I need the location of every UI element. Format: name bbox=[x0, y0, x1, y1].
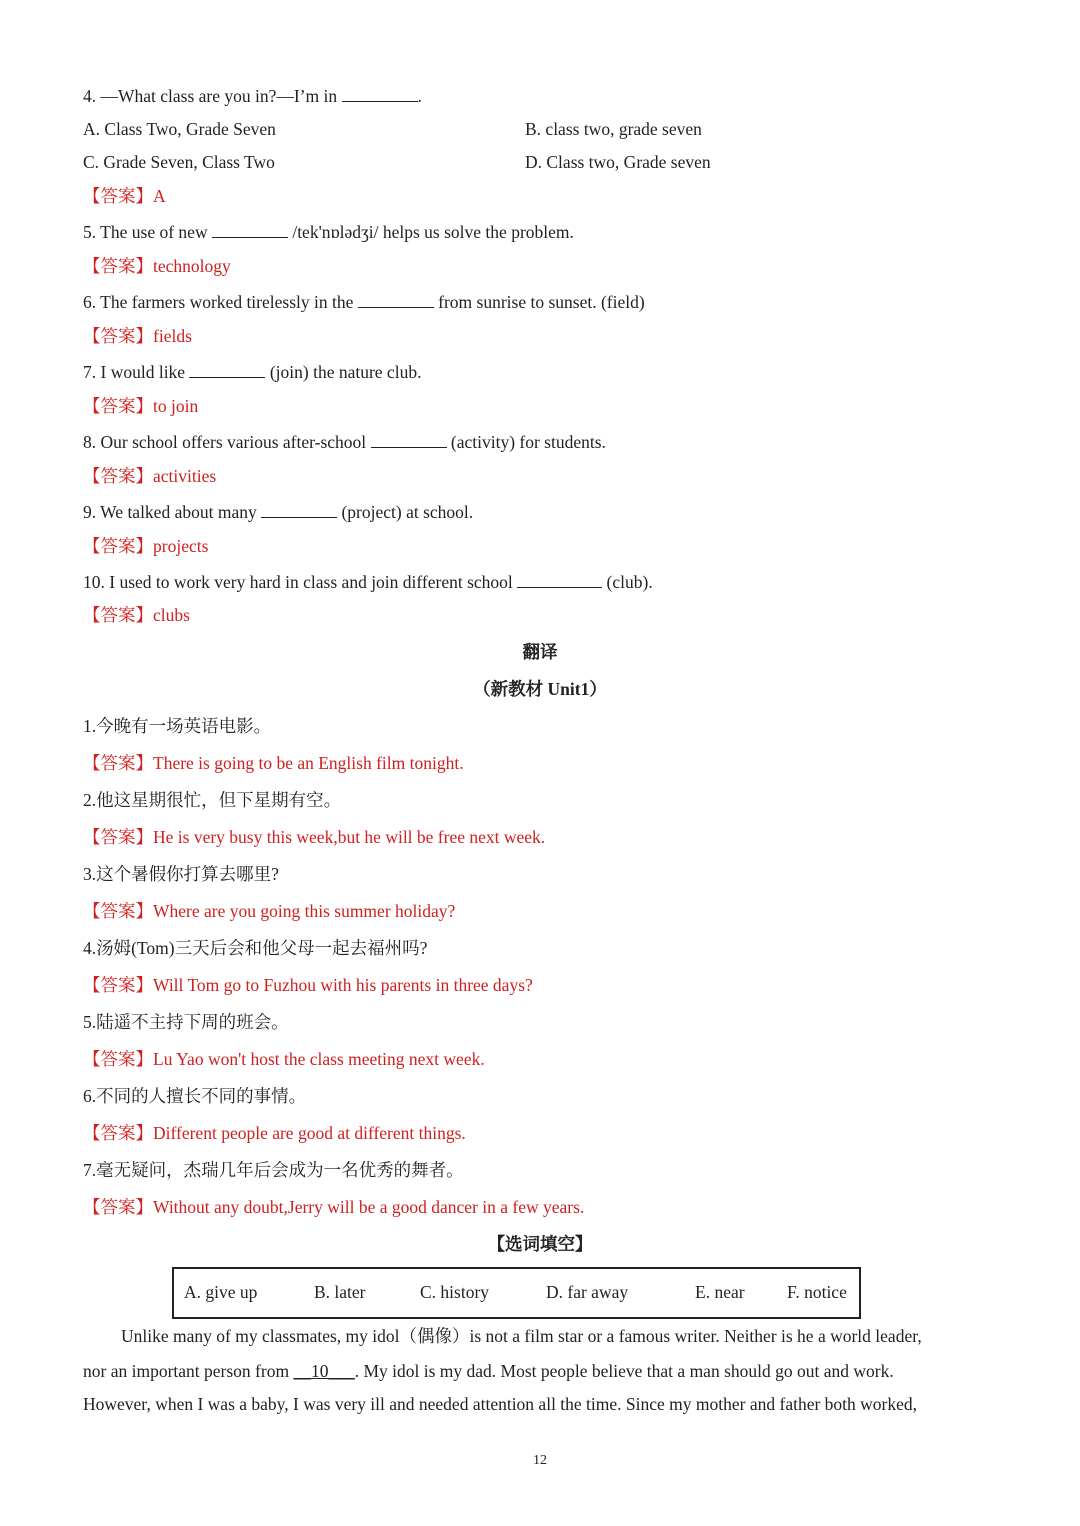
translation-a7: 【答案】Without any doubt,Jerry will be a good dancer in a few years. bbox=[83, 1197, 585, 1217]
q4-option-d: D. Class two, Grade seven bbox=[525, 152, 711, 172]
q9-stem-end: (project) at school. bbox=[341, 502, 474, 522]
translation-subheading-text: （新教材 Unit1） bbox=[473, 679, 607, 699]
translation-q1: 1.今晚有一场英语电影。 bbox=[83, 716, 272, 736]
q4-stem-text: 4. —What class are you in?—I’m in bbox=[83, 86, 338, 106]
q8-stem-end: (activity) for students. bbox=[450, 432, 606, 452]
translation-q7: 7.毫无疑问，杰瑞几年后会成为一名优秀的舞者。 bbox=[83, 1160, 464, 1180]
passage-blank-10: __10___ bbox=[293, 1361, 355, 1381]
translation-q3: 3.这个暑假你打算去哪里? bbox=[83, 864, 279, 884]
q9-answer: 【答案】projects bbox=[83, 536, 209, 556]
q7-blank bbox=[189, 361, 265, 378]
translation-heading: 翻译 bbox=[522, 642, 558, 662]
passage-line-1: Unlike many of my classmates, my idol（偶像）is not a film star or a famous writer. Neither is he a world leader, bbox=[121, 1326, 922, 1346]
q10-stem-end: (club). bbox=[606, 572, 653, 592]
translation-a6: 【答案】Different people are good at different things. bbox=[83, 1123, 466, 1143]
word-option-d: D. far away bbox=[546, 1282, 629, 1302]
translation-a2: 【答案】He is very busy this week,but he will be free next week. bbox=[83, 827, 546, 847]
q5-answer: 【答案】technology bbox=[83, 256, 231, 276]
q4-blank bbox=[342, 85, 418, 102]
q10-answer: 【答案】clubs bbox=[83, 605, 190, 625]
translation-q4: 4.汤姆(Tom)三天后会和他父母一起去福州吗? bbox=[83, 938, 428, 958]
q7-answer: 【答案】to join bbox=[83, 396, 199, 416]
translation-q2: 2.他这星期很忙，但下星期有空。 bbox=[83, 790, 342, 810]
translation-a3: 【答案】Where are you going this summer holiday? bbox=[83, 901, 456, 921]
q6-stem-end: from sunrise to sunset. (field) bbox=[438, 292, 645, 312]
passage-line-2-end: . My idol is my dad. Most people believe that a man should go out and work. bbox=[354, 1361, 894, 1381]
q6-answer: 【答案】fields bbox=[83, 326, 192, 346]
q10-stem-text: 10. I used to work very hard in class and join different school bbox=[83, 572, 513, 592]
question-7-stem bbox=[83, 361, 421, 383]
q8-stem-text: 8. Our school offers various after-school bbox=[83, 432, 367, 452]
q7-stem-text: 7. I would like bbox=[83, 362, 186, 382]
q6-stem-text: 6. The farmers worked tirelessly in the bbox=[83, 292, 354, 312]
word-bank-box bbox=[172, 1267, 861, 1319]
word-option-a: A. give up bbox=[184, 1282, 258, 1302]
translation-a5: 【答案】Lu Yao won't host the class meeting next week. bbox=[83, 1049, 485, 1069]
passage-line-2-start: nor an important person from bbox=[83, 1361, 294, 1381]
question-9-stem bbox=[83, 501, 473, 523]
translation-subheading bbox=[0, 678, 1080, 700]
word-choice-heading: 【选词填空】 bbox=[487, 1234, 593, 1254]
translation-q5: 5.陆遥不主持下周的班会。 bbox=[83, 1012, 289, 1032]
q10-blank bbox=[517, 571, 602, 588]
q8-blank bbox=[371, 431, 447, 448]
q9-blank bbox=[261, 501, 337, 518]
question-5-stem bbox=[83, 221, 574, 243]
translation-a4: 【答案】Will Tom go to Fuzhou with his parents in three days? bbox=[83, 975, 533, 995]
q5-stem-end: /tek'nɒlədʒi/ helps us solve the problem. bbox=[292, 222, 574, 242]
word-option-b: B. later bbox=[314, 1282, 366, 1302]
q7-stem-end: (join) the nature club. bbox=[269, 362, 422, 382]
q5-stem-text: 5. The use of new bbox=[83, 222, 208, 242]
question-4-stem bbox=[83, 85, 422, 107]
q4-option-c: C. Grade Seven, Class Two bbox=[83, 152, 275, 172]
question-10-stem bbox=[83, 571, 653, 593]
page-number: 12 bbox=[533, 1453, 547, 1468]
passage-line-3: However, when I was a baby, I was very ill and needed attention all the time. Since my mother and father both worked, bbox=[83, 1394, 918, 1414]
question-8-stem bbox=[83, 431, 606, 453]
passage-line-2 bbox=[83, 1360, 995, 1382]
q8-answer: 【答案】activities bbox=[83, 466, 217, 486]
word-option-f: F. notice bbox=[787, 1282, 847, 1302]
q9-stem-text: 9. We talked about many bbox=[83, 502, 257, 522]
word-option-e: E. near bbox=[695, 1282, 745, 1302]
word-option-c: C. history bbox=[420, 1282, 490, 1302]
question-6-stem bbox=[83, 291, 645, 313]
q4-answer: 【答案】A bbox=[83, 186, 166, 206]
q4-stem-end: . bbox=[417, 86, 422, 106]
translation-q6: 6.不同的人擅长不同的事情。 bbox=[83, 1086, 307, 1106]
q4-option-b: B. class two, grade seven bbox=[525, 119, 702, 139]
translation-a1: 【答案】There is going to be an English film tonight. bbox=[83, 753, 464, 773]
q4-option-a: A. Class Two, Grade Seven bbox=[83, 119, 276, 139]
q6-blank bbox=[358, 291, 434, 308]
q5-blank bbox=[212, 221, 288, 238]
